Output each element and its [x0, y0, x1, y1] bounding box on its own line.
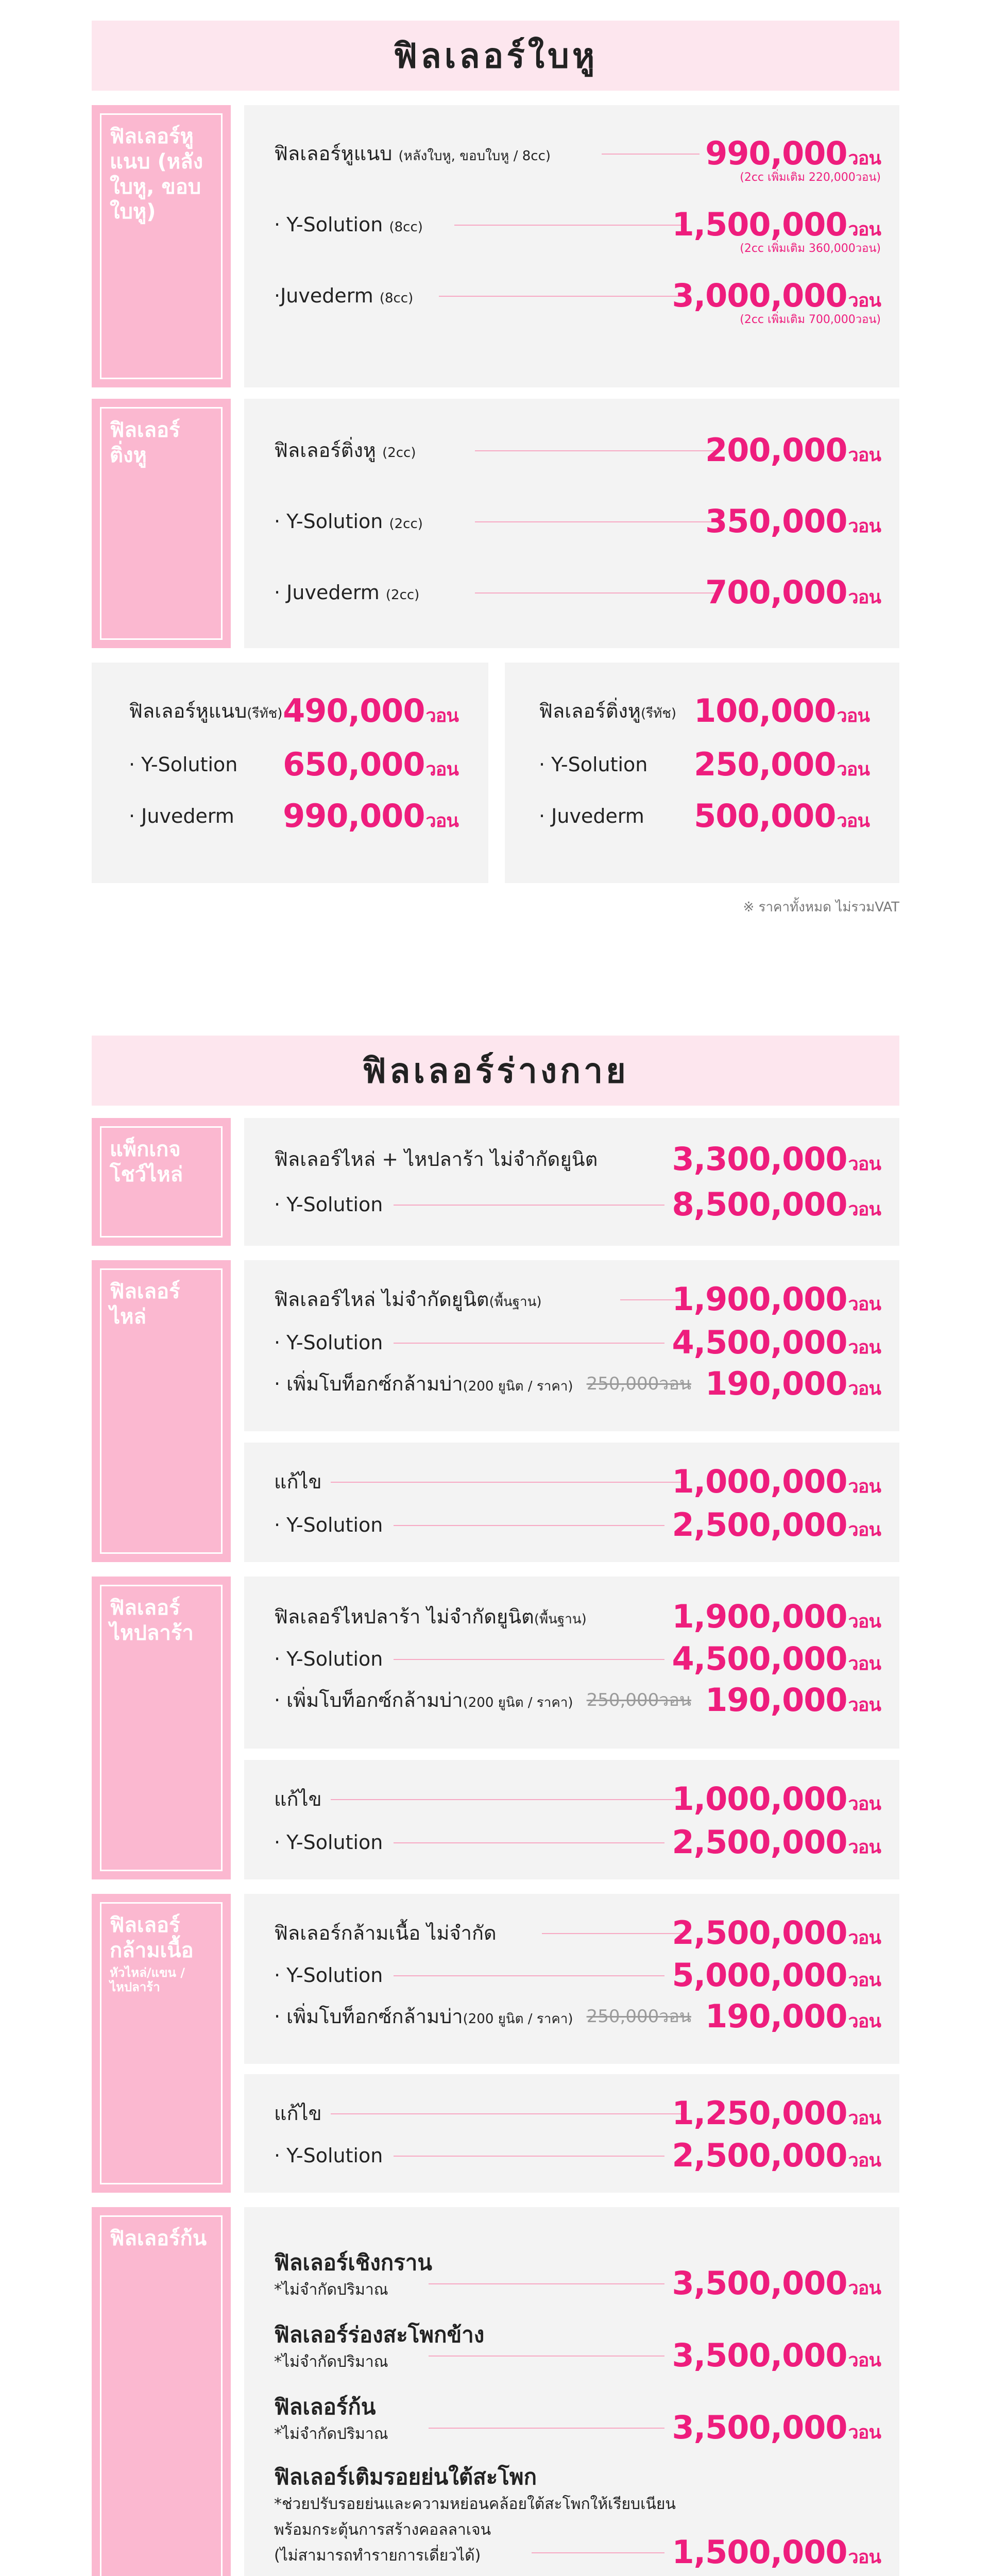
price-value: 490,000วอน [283, 692, 458, 730]
price-row: · Y-Solution 2,500,000วอน [274, 1510, 881, 1540]
collarbone-box [244, 1577, 899, 1749]
leader-line [532, 2552, 664, 2553]
hip-item: ฟิลเลอร์เชิงกราน *ไม่จำกัดปริมาณ [274, 2250, 433, 2299]
price-row: · เพิ่มโบท็อกซ์กล้ามบ่า(200 ยูนิต / ราคา) 250,000วอน 190,000วอน [274, 1685, 881, 1716]
leader-line [454, 225, 685, 226]
price-value: 1,500,000วอน [672, 206, 881, 243]
leader-line [429, 2355, 664, 2357]
leader-line [429, 2283, 664, 2284]
ear-group-1-box [244, 105, 899, 387]
price-value: 1,000,000วอน [672, 1780, 881, 1818]
price-row: ฟิลเลอร์ไหล่ + ไหปลาร้า ไม่จำกัดยูนิต 3,300,000วอน [274, 1144, 881, 1175]
hip-item: ฟิลเลอร์เติมรอยย่นใต้สะโพก *ช่วยปรับรอยย่นและความหย่อนคล้อยใต้สะโพกให้เรียบเนียน พร้อมกระตุ้นการสร้างคอลลาเจน (ไม่สามารถทำรายการเดี่ยวได้) [274, 2464, 676, 2565]
price-row: ฟิลเลอร์ติ่งหู(รีทัช) 100,000วอน [539, 696, 869, 726]
price-row: แก้ไข 1,000,000วอน [274, 1784, 881, 1815]
price-note: (2cc เพิ่มเติม 220,000วอน) [740, 171, 881, 184]
leader-line [331, 1482, 685, 1483]
leader-line [475, 450, 716, 451]
price-row: · Y-Solution 4,500,000วอน [274, 1327, 881, 1358]
price-value: 3,000,000วอน [672, 277, 881, 314]
leader-line [429, 2428, 664, 2429]
hip-item: ฟิลเลอร์ก้น *ไม่จำกัดปริมาณ [274, 2394, 388, 2443]
price-value: 3,500,000วอน [672, 2264, 881, 2302]
collarbone-side: ฟิลเลอร์ไหปลาร้า [92, 1577, 231, 1879]
price-value: 5,000,000วอน [672, 1956, 881, 1994]
price-row: แก้ไข 1,250,000วอน [274, 2098, 881, 2129]
price-row: · Y-Solution 2,500,000วอน [274, 2140, 881, 2171]
price-row: ·Juvederm (8cc) 3,000,000วอน (2cc เพิ่มเติม 700,000วอน) [274, 280, 881, 311]
price-row: · Y-Solution 8,500,000วอน [274, 1189, 881, 1220]
body-filler-section [92, 1036, 899, 2576]
price-value: 190,000วอน [705, 1997, 881, 2035]
price-value: 1,900,000วอน [672, 1280, 881, 1318]
leader-line [331, 1799, 685, 1800]
leader-line [331, 2113, 685, 2114]
leader-line [394, 1659, 664, 1660]
price-value: 2,500,000วอน [672, 1823, 881, 1861]
price-row: ฟิลเลอร์หูแนบ (หลังใบหู, ขอบใบหู / 8cc) 990,000วอน (2cc เพิ่มเติม 220,000วอน) [274, 138, 881, 169]
price-value: 4,500,000วอน [672, 1324, 881, 1361]
price-row: · Juvederm 990,000วอน [129, 801, 458, 832]
price-value: 2,500,000วอน [672, 1914, 881, 1952]
price-note: (2cc เพิ่มเติม 360,000วอน) [740, 242, 881, 255]
ear-group-1-side [92, 105, 231, 387]
section-title-bar [92, 21, 899, 91]
price-row: ฟิลเลอร์ติ่งหู (2cc) 200,000วอน [274, 435, 881, 466]
side-label: ฟิลเลอร์หูแนบ (หลังใบหู, ขอบใบหู) [110, 125, 203, 224]
price-row: · เพิ่มโบท็อกซ์กล้ามบ่า(200 ยูนิต / ราคา) 250,000วอน 190,000วอน [274, 1368, 881, 1399]
leader-line [394, 1343, 664, 1344]
leader-line [542, 1933, 685, 1934]
muscle-box [244, 1894, 899, 2064]
muscle-side: ฟิลเลอร์กล้ามเนื้อ หัวไหล่/แขน /ไหปลาร้า [92, 1894, 231, 2193]
price-row: · Y-Solution 4,500,000วอน [274, 1643, 881, 1674]
section-title: ฟิลเลอร์ใบหู [393, 36, 598, 76]
price-note: (2cc เพิ่มเติม 700,000วอน) [740, 313, 881, 326]
price-row: ฟิลเลอร์ไหล่ ไม่จำกัดยูนิต(พื้นฐาน) 1,900,000วอน [274, 1284, 881, 1315]
price-value: 8,500,000วอน [672, 1185, 881, 1223]
price-row [274, 2264, 881, 2302]
price-row: · Y-Solution (8cc) 1,500,000วอน (2cc เพิ่มเติม 360,000วอน) [274, 209, 881, 240]
leader-line [394, 1525, 664, 1526]
leader-line [439, 296, 679, 297]
price-value: 250,000วอน [694, 745, 869, 783]
price-row: · Juvederm (2cc) 700,000วอน [274, 577, 881, 608]
price-value: 4,500,000วอน [672, 1640, 881, 1677]
side-label: ฟิลเลอร์ติ่งหู [110, 418, 180, 467]
leader-line [394, 2156, 664, 2157]
price-value: 500,000วอน [694, 797, 869, 835]
shoulder-side: ฟิลเลอร์ไหล่ [92, 1260, 231, 1562]
price-row: · Y-Solution 2,500,000วอน [274, 1827, 881, 1858]
price-row: · เพิ่มโบท็อกซ์กล้ามบ่า(200 ยูนิต / ราคา) 250,000วอน 190,000วอน [274, 2001, 881, 2032]
ear-filler-section [92, 21, 899, 920]
leader-line [394, 1842, 664, 1843]
old-price: 250,000วอน [586, 1374, 691, 1394]
price-row: · Y-Solution 5,000,000วอน [274, 1960, 881, 1991]
price-value: 2,500,000วอน [672, 1506, 881, 1544]
price-value: 200,000วอน [705, 431, 881, 469]
hip-box [244, 2207, 899, 2576]
price-value: 1,900,000วอน [672, 1598, 881, 1635]
old-price: 250,000วอน [586, 2006, 691, 2027]
leader-line [394, 1205, 664, 1206]
price-value: 350,000วอน [705, 502, 881, 540]
section-title: ฟิลเลอร์ร่างกาย [362, 1050, 629, 1091]
section-title-bar [92, 1036, 899, 1106]
price-value: 1,250,000วอน [672, 2094, 881, 2132]
shoulder-fix-box [244, 1443, 899, 1562]
price-value: 700,000วอน [705, 573, 881, 611]
retouch-ear-box [92, 663, 488, 883]
price-value: 190,000วอน [705, 1681, 881, 1719]
hip-item: ฟิลเลอร์ร่องสะโพกข้าง *ไม่จำกัดปริมาณ [274, 2322, 485, 2371]
collarbone-fix-box [244, 1760, 899, 1879]
price-value: 990,000วอน [283, 797, 458, 835]
vat-note: ※ ราคาทั้งหมด ไม่รวมVAT [743, 900, 899, 915]
price-value: 3,300,000วอน [672, 1140, 881, 1178]
price-value: 1,000,000วอน [672, 1463, 881, 1500]
price-value: 2,500,000วอน [672, 2137, 881, 2174]
price-value: 650,000วอน [283, 745, 458, 783]
price-row: ฟิลเลอร์กล้ามเนื้อ ไม่จำกัด 2,500,000วอน [274, 1918, 881, 1948]
price-value: 100,000วอน [694, 692, 869, 730]
leader-line [475, 592, 716, 594]
price-value: 990,000วอน [705, 134, 881, 172]
leader-line [394, 1975, 664, 1976]
price-row [274, 2409, 881, 2446]
price-row [274, 2533, 881, 2571]
package-side: แพ็กเกจโชว์ไหล่ [92, 1118, 231, 1246]
price-value: 1,500,000วอน [672, 2533, 881, 2571]
price-row: แก้ไข 1,000,000วอน [274, 1466, 881, 1497]
price-value: 3,500,000วอน [672, 2409, 881, 2446]
package-box [244, 1118, 899, 1246]
ear-group-2-side [92, 399, 231, 648]
hip-side: ฟิลเลอร์ก้น [92, 2207, 231, 2576]
price-value: 3,500,000วอน [672, 2336, 881, 2374]
price-row: · Y-Solution 250,000วอน [539, 749, 869, 780]
ear-group-2-box [244, 399, 899, 648]
leader-line [602, 154, 700, 155]
price-row: ฟิลเลอร์หูแนบ(รีทัช) 490,000วอน [129, 696, 458, 726]
leader-line [475, 521, 716, 522]
price-row: ฟิลเลอร์ไหปลาร้า ไม่จำกัดยูนิต(พื้นฐาน) 1,900,000วอน [274, 1601, 881, 1632]
price-row: · Juvederm 500,000วอน [539, 801, 869, 832]
shoulder-box [244, 1260, 899, 1431]
price-value: 190,000วอน [705, 1365, 881, 1402]
price-row: · Y-Solution (2cc) 350,000วอน [274, 506, 881, 537]
muscle-fix-box [244, 2074, 899, 2193]
price-row: · Y-Solution 650,000วอน [129, 749, 458, 780]
price-row [274, 2336, 881, 2374]
old-price: 250,000วอน [586, 1690, 691, 1710]
retouch-lobe-box [505, 663, 899, 883]
